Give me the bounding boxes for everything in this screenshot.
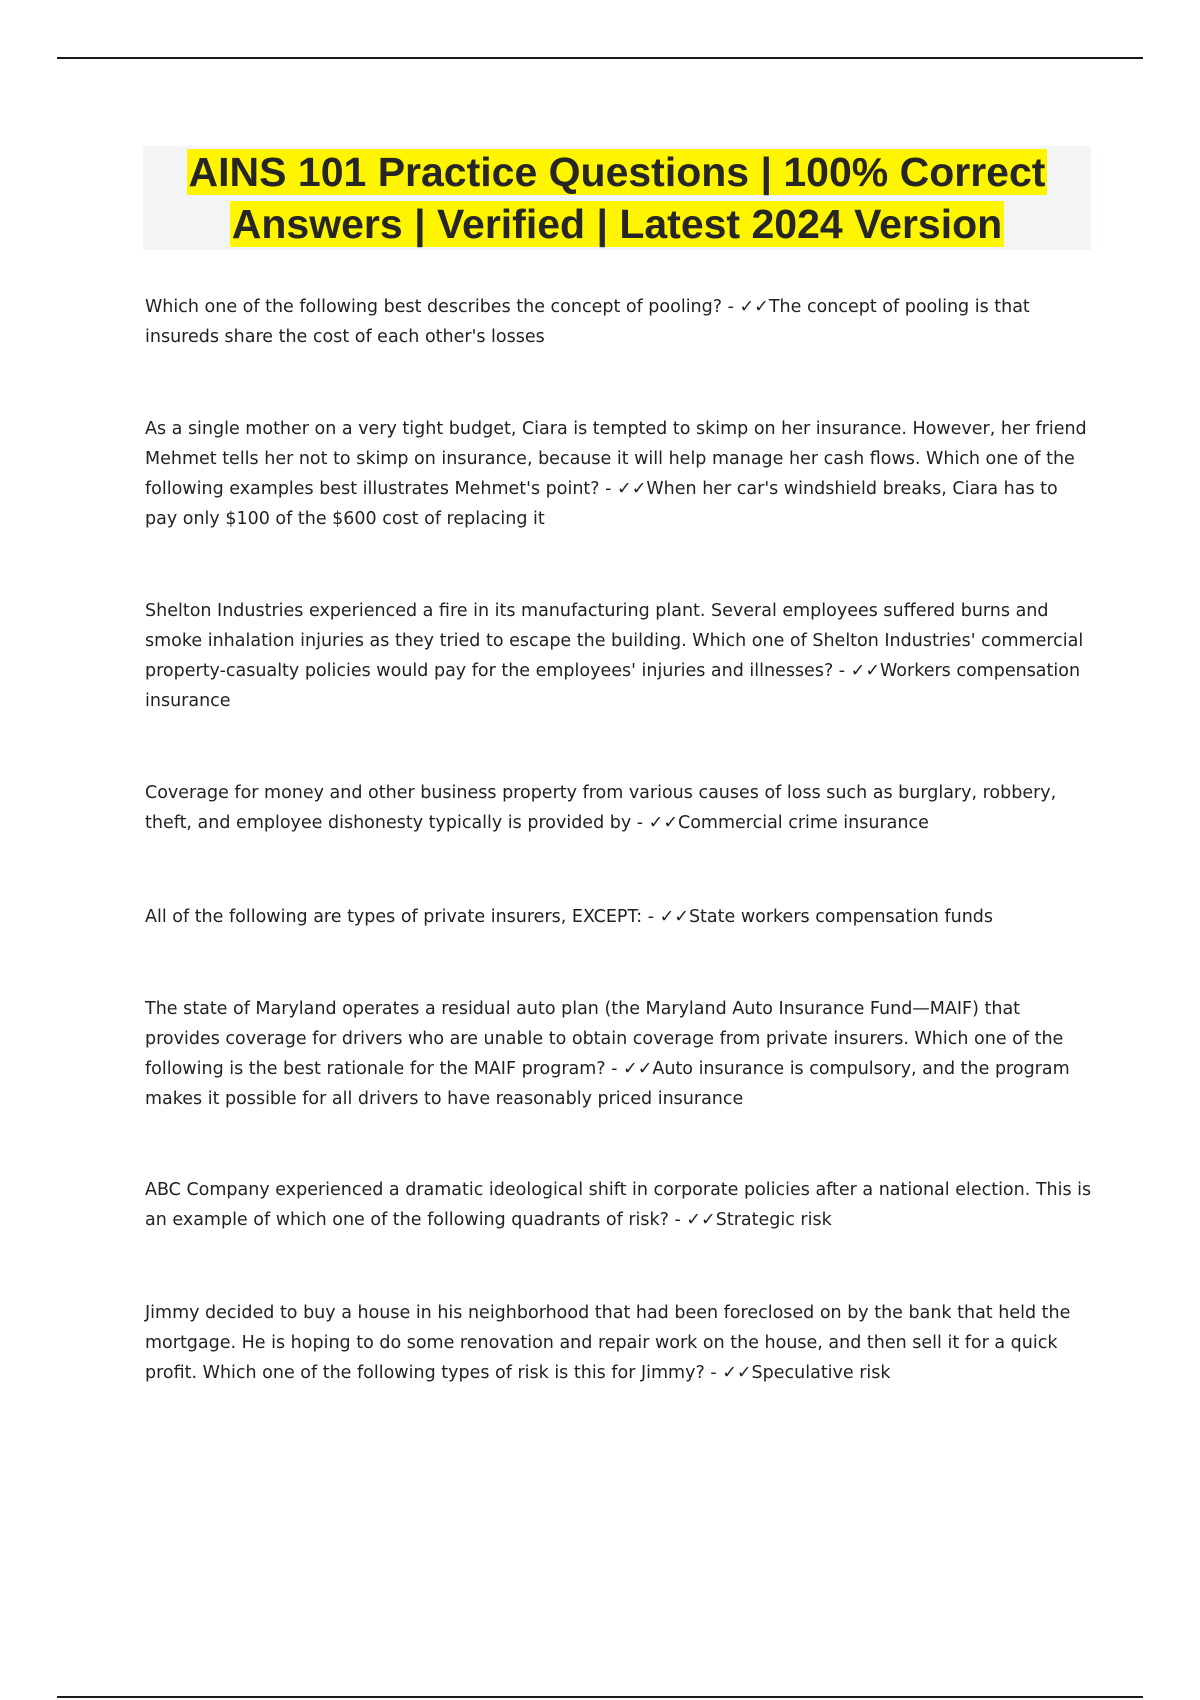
qa-item-8: [145, 1298, 1095, 1388]
answer-check-icon: - ✓✓: [605, 1059, 653, 1079]
answer-check-icon: - ✓✓: [833, 661, 881, 681]
question-text: The state of Maryland operates a residual auto plan (the Maryland Auto Insurance Fund—MAIF) that provides coverage for drivers who are unable to obtain coverage from private insurers. Which one of the following is the best rationale for the MAIF program?: [145, 999, 1064, 1079]
qa-item-6: [145, 994, 1095, 1114]
answer-text: The concept of pooling is that insureds share the cost of each other's losses: [145, 297, 1030, 347]
qa-item-2: [145, 414, 1095, 534]
answer-text: Strategic risk: [715, 1210, 832, 1230]
question-text: Shelton Industries experienced a fire in its manufacturing plant. Several employees suffered burns and smoke inhalation injuries as they tried to escape the building. Which one of Shelton Industries' commercial property-casualty policies would pay for the employees' injuries and illnesses?: [145, 601, 1084, 681]
question-text: Jimmy decided to buy a house in his neighborhood that had been foreclosed on by the bank that held the mortgage. He is hoping to do some renovation and repair work on the house, and then sell it for a quick profit. Which one of the following types of risk is this for Jimmy?: [145, 1303, 1071, 1383]
qa-item-7: [145, 1175, 1095, 1235]
title-block: [143, 146, 1091, 250]
question-text: ABC Company experienced a dramatic ideological shift in corporate policies after a national election. This is an example of which one of the following quadrants of risk?: [145, 1180, 1092, 1230]
answer-check-icon: - ✓✓: [668, 1210, 716, 1230]
answer-check-icon: - ✓✓: [704, 1363, 752, 1383]
answer-check-icon: - ✓✓: [722, 297, 769, 317]
question-text: Which one of the following best describes the concept of pooling?: [145, 297, 723, 317]
answer-check-icon: - ✓✓: [642, 907, 689, 927]
top-rule: [57, 57, 1143, 59]
answer-text: When her car's windshield breaks, Ciara has to pay only $100 of the $600 cost of replacing it: [145, 479, 1058, 529]
answer-text: Commercial crime insurance: [678, 813, 929, 833]
answer-check-icon: - ✓✓: [599, 479, 647, 499]
answer-text: Auto insurance is compulsory, and the program makes it possible for all drivers to have reasonably priced insurance: [145, 1059, 1070, 1109]
question-text: As a single mother on a very tight budget, Ciara is tempted to skimp on her insurance. However, her friend Mehmet tells her not to skimp on insurance, because it will help manage her cash flows. Which one of the following examples best illustrates Mehmet's point?: [145, 419, 1087, 499]
answer-text: Speculative risk: [751, 1363, 891, 1383]
page-title: AINS 101 Practice Questions | 100% Correct Answers | Verified | Latest 2024 Version: [188, 149, 1046, 247]
answer-text: State workers compensation funds: [688, 907, 994, 927]
answer-check-icon: - ✓✓: [631, 813, 678, 833]
question-text: All of the following are types of private insurers, EXCEPT:: [145, 907, 643, 927]
qa-item-5: [145, 902, 1095, 932]
qa-item-4: [145, 778, 1095, 838]
bottom-rule: [57, 1696, 1143, 1698]
qa-item-1: [145, 292, 1095, 352]
question-text: Coverage for money and other business property from various causes of loss such as burglary, robbery, theft, and employee dishonesty typically is provided by: [145, 783, 1057, 833]
qa-item-3: [145, 596, 1095, 716]
answer-text: Workers compensation insurance: [145, 661, 1081, 711]
